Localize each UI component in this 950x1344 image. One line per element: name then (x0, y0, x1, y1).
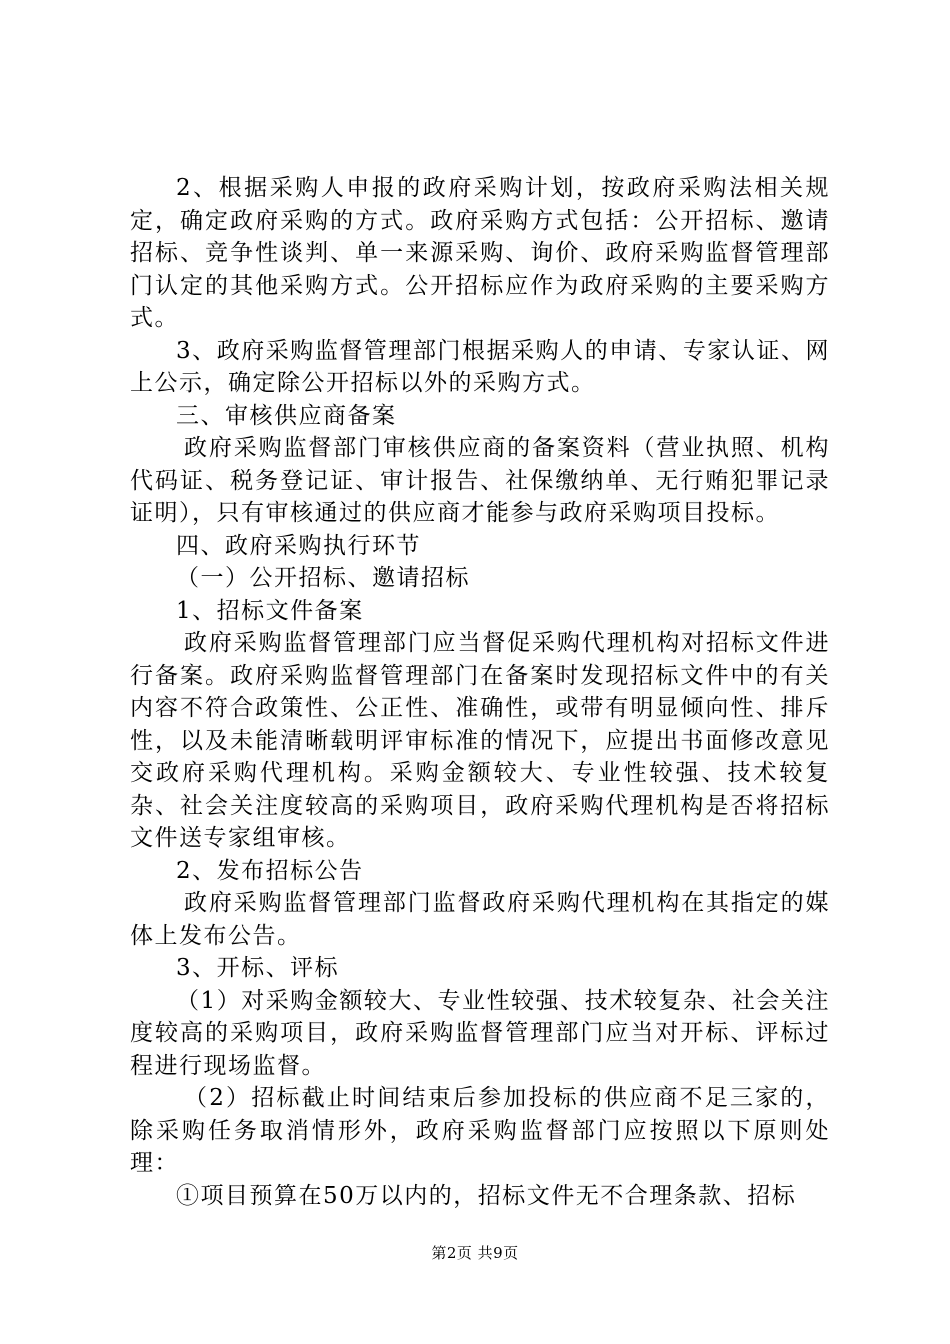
paragraph-budget-rule: ①项目预算在50万以内的，招标文件无不合理条款、招标 (176, 1182, 797, 1209)
heading-tender-notice: 2、发布招标公告 (176, 857, 364, 884)
heading-execution: 四、政府采购执行环节 (176, 532, 421, 559)
heading-supplier-review: 三、审核供应商备案 (176, 402, 397, 429)
paragraph-bid-opening-1: （1）对采购金额较大、专业性较强、技术较复杂、社会关注度较高的采购项目，政府采购监督管理部门应当对开标、评标过程进行现场监督。 (130, 987, 830, 1079)
page-number: 第2页 共9页 (431, 1244, 519, 1262)
paragraph-procurement-method: 2、根据采购人申报的政府采购计划，按政府采购法相关规定，确定政府采购的方式。政府采购方式包括：公开招标、邀请招标、竞争性谈判、单一来源采购、询价、政府采购监督管理部门认定的其他采购方式。公开招标应作为政府采购的主要采购方式。 (130, 175, 830, 331)
heading-open-tender: （一）公开招标、邀请招标 (176, 565, 470, 591)
paragraph-tender-file-filing: 政府采购监督管理部门应当督促采购代理机构对招标文件进行备案。政府采购监督管理部门在备案时发现招标文件中的有关内容不符合政策性、公正性、准确性，或带有明显倾向性、排斥性，以及未能清晰载明评审标准的情况下，应提出书面修改意见交政府采购代理机构。采购金额较大、专业性较强、技术较复杂、社会关注度较高的采购项目，政府采购代理机构是否将招标文件送专家组审核。 (130, 630, 830, 851)
paragraph-tender-notice: 政府采购监督管理部门监督政府采购代理机构在其指定的媒体上发布公告。 (130, 890, 830, 949)
paragraph-bid-opening-2: （2）招标截止时间结束后参加投标的供应商不足三家的，除采购任务取消情形外，政府采购监督部门应按照以下原则处理： (130, 1085, 830, 1176)
paragraph-supplier-review: 政府采购监督部门审核供应商的备案资料（营业执照、机构代码证、税务登记证、审计报告、社保缴纳单、无行贿犯罪记录证明），只有审核通过的供应商才能参与政府采购项目投标。 (130, 435, 830, 526)
document-body (130, 172, 830, 1212)
heading-bid-opening: 3、开标、评标 (176, 955, 340, 981)
paragraph-non-open-tender: 3、政府采购监督管理部门根据采购人的申请、专家认证、网上公示，确定除公开招标以外的采购方式。 (130, 337, 830, 396)
heading-tender-file-filing: 1、招标文件备案 (176, 597, 364, 624)
